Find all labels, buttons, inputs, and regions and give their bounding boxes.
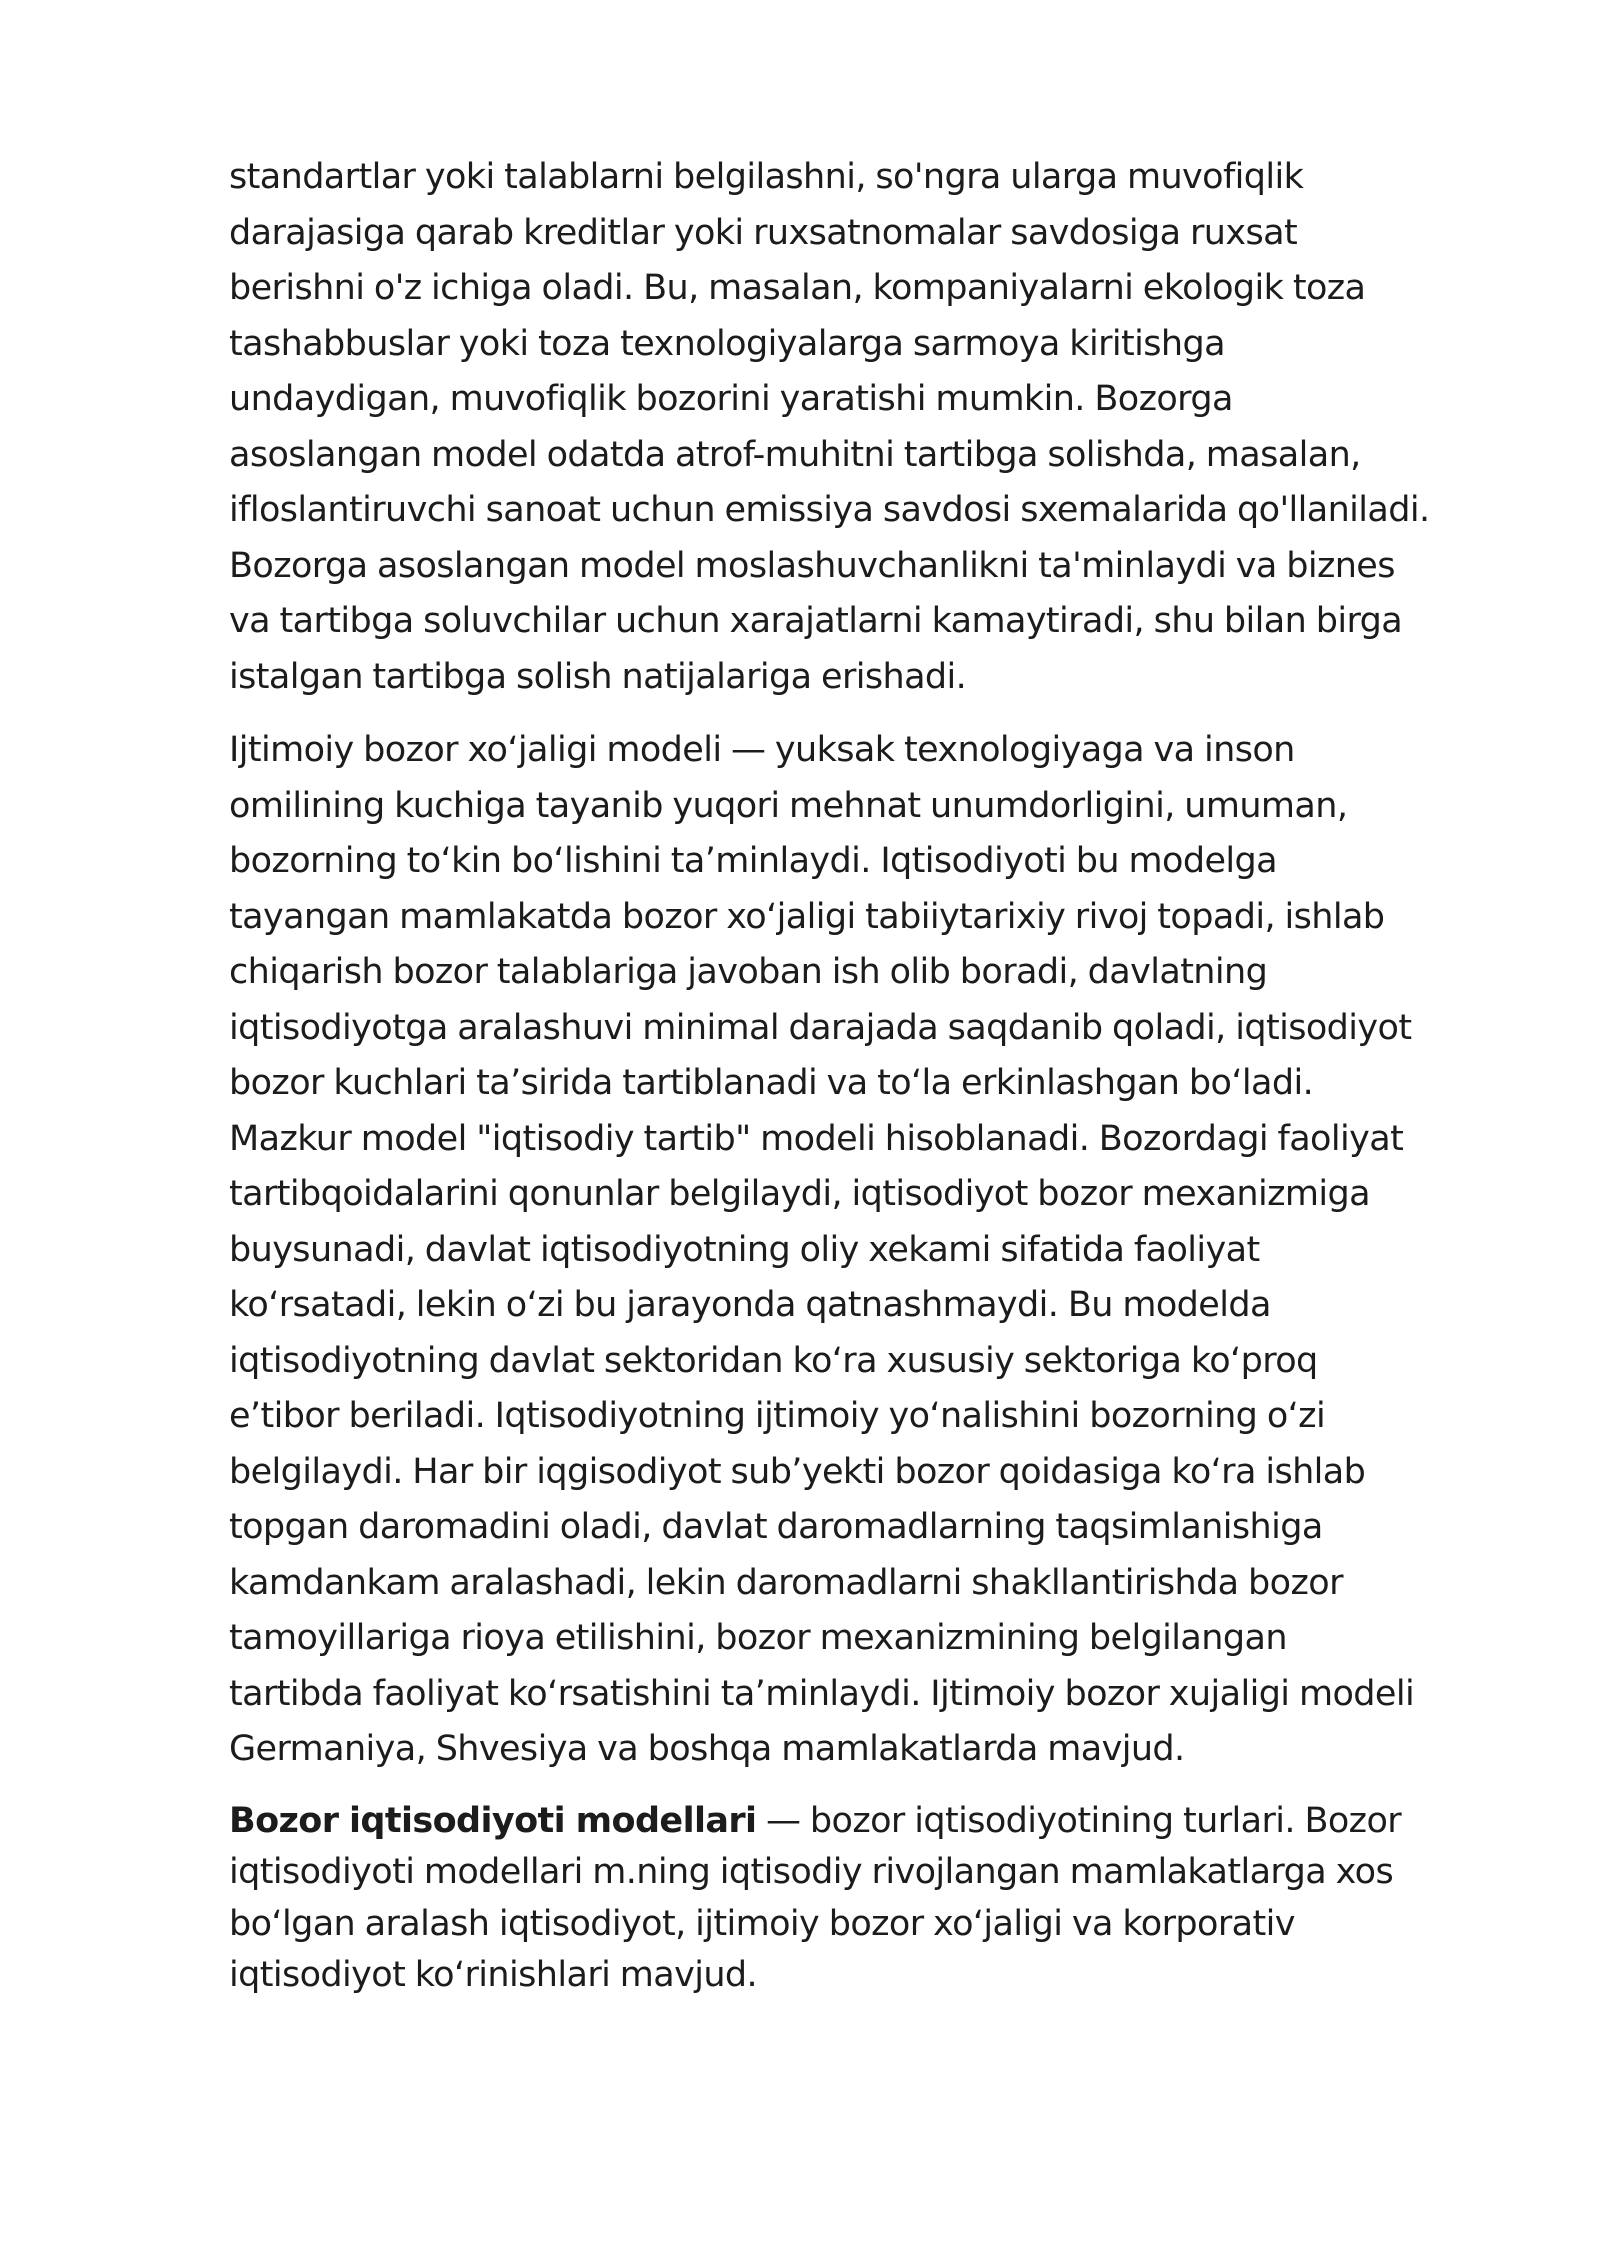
text-line: bozorning toʻkin boʻlishini taʼminlaydi. Iqtisodiyoti bu modelga	[229, 841, 1277, 881]
text-line: undaydigan, muvofiqlik bozorini yaratishi mumkin. Bozorga	[229, 379, 1233, 419]
text-line: boʻlgan aralash iqtisodiyot, ijtimoiy bozor xoʻjaligi va korporativ	[229, 1903, 1295, 1944]
defined-term: Bozor iqtisodiyoti modellari	[229, 1800, 757, 1841]
text-line: tashabbuslar yoki toza texnologiyalarga sarmoya kiritishga	[229, 323, 1225, 364]
text-line: ifloslantiruvchi sanoat uchun emissiya savdosi sxemalarida qo'llaniladi.	[229, 490, 1430, 530]
text-line	[229, 1796, 1489, 1848]
text-line: berishni o'z ichiga oladi. Bu, masalan, kompaniyalarni ekologik toza	[229, 268, 1366, 308]
text-line: koʻrsatadi, lekin oʻzi bu jarayonda qatnashmaydi. Bu modelda	[229, 1285, 1271, 1325]
text-line: Mazkur model "iqtisodiy tartib" modeli hisoblanadi. Bozordagi faoliyat	[229, 1118, 1404, 1159]
text-line: kamdankam aralashadi, lekin daromadlarni shakllantirishda bozor	[229, 1562, 1343, 1603]
text-line: omilining kuchiga tayanib yuqori mehnat unumdorligini, umuman,	[229, 785, 1348, 826]
text-line: darajasiga qarab kreditlar yoki ruxsatnomalar savdosiga ruxsat	[229, 212, 1298, 253]
text-line: Bozorga asoslangan model moslashuvchanlikni ta'minlaydi va biznes	[229, 545, 1395, 586]
text-line: eʼtibor beriladi. Iqtisodiyotning ijtimoiy yoʻnalishini bozorning oʻzi	[229, 1396, 1326, 1436]
text-line: istalgan tartibga solish natijalariga erishadi.	[229, 656, 967, 697]
text-line: buysunadi, davlat iqtisodiyotning oliy xekami sifatida faoliyat	[229, 1229, 1260, 1270]
text-line: tartibqoidalarini qonunlar belgilaydi, iqtisodiyot bozor mexanizmiga	[229, 1174, 1370, 1214]
document-page	[229, 150, 1489, 2020]
text-line: tamoyillariga rioya etilishini, bozor mexanizmining belgilangan	[229, 1618, 1287, 1658]
text-line: Ijtimoiy bozor xoʻjaligi modeli — yuksak texnologiyaga va inson	[229, 730, 1295, 770]
paragraph-market-economy-models	[229, 1796, 1489, 2002]
text-line: belgilaydi. Har bir iqgisodiyot subʼyekti bozor qoidasiga koʻra ishlab	[229, 1451, 1366, 1492]
text-line: iqtisodiyotning davlat sektoridan koʻra xususiy sektoriga koʻproq	[229, 1340, 1318, 1381]
text-line: standartlar yoki talablarni belgilashni, so'ngra ularga muvofiqlik	[229, 157, 1304, 197]
text-line: iqtisodiyot koʻrinishlari mavjud.	[229, 1955, 758, 1995]
text-line: va tartibga soluvchilar uchun xarajatlarni kamaytiradi, shu bilan birga	[229, 601, 1403, 641]
text-line: asoslangan model odatda atrof-muhitni tartibga solishda, masalan,	[229, 434, 1361, 475]
text-line: bozor kuchlari taʼsirida tartiblanadi va toʻla erkinlashgan boʻladi.	[229, 1063, 1314, 1103]
text-line: iqtisodiyotga aralashuvi minimal darajada saqdanib qoladi, iqtisodiyot	[229, 1007, 1412, 1048]
text-line: tayangan mamlakatda bozor xoʻjaligi tabiiytarixiy rivoj topadi, ishlab	[229, 896, 1385, 937]
text-line: tartibda faoliyat koʻrsatishini taʼminlaydi. Ijtimoiy bozor xujaligi modeli	[229, 1673, 1415, 1714]
text-line: chiqarish bozor talablariga javoban ish olib boradi, davlatning	[229, 952, 1268, 992]
definition-text: — bozor iqtisodiyotining turlari. Bozor	[756, 1800, 1402, 1841]
text-line: topgan daromadini oladi, davlat daromadlarning taqsimlanishiga	[229, 1507, 1323, 1547]
text-line: iqtisodiyoti modellari m.ning iqtisodiy rivojlangan mamlakatlarga xos	[229, 1852, 1394, 1892]
text-line: Germaniya, Shvesiya va boshqa mamlakatlarda mavjud.	[229, 1729, 1185, 1769]
paragraph-market-based-model	[229, 150, 1489, 705]
paragraph-social-market-economy	[229, 723, 1489, 1778]
